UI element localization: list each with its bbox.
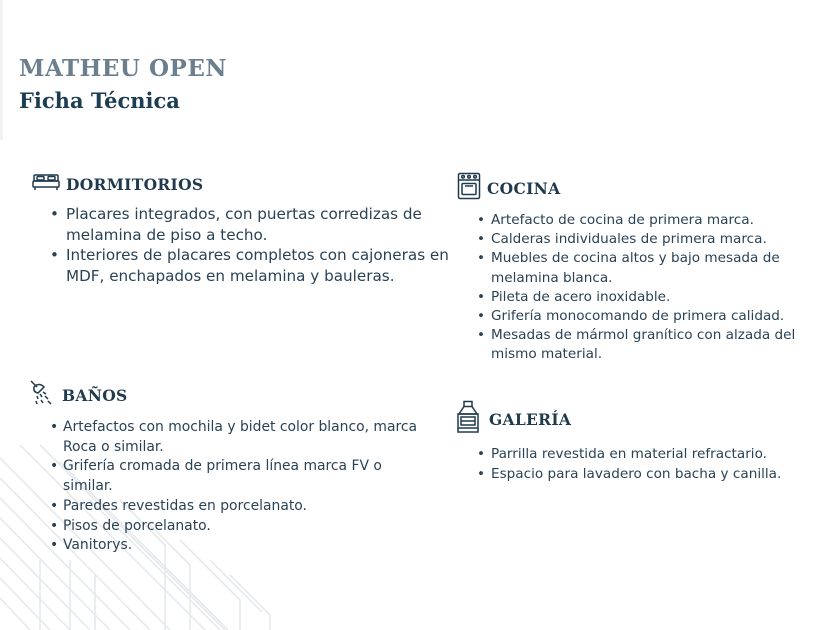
page-title: Ficha Técnica — [19, 88, 180, 113]
list-item: • Vanitorys. — [50, 536, 428, 556]
bed-icon — [32, 172, 60, 196]
section-cocina — [457, 172, 829, 365]
section-header — [455, 400, 827, 438]
list-item: • Calderas individuales de primera marca. — [477, 230, 829, 249]
section-header — [32, 172, 452, 196]
grill-icon — [455, 400, 481, 438]
stove-icon — [457, 172, 481, 204]
section-banos — [28, 378, 428, 556]
list-item: • Mesadas de mármol granítico con alzada del mismo material. — [477, 326, 829, 364]
section-title: DORMITORIOS — [66, 174, 204, 194]
section-title: COCINA — [487, 178, 561, 198]
feature-list — [50, 418, 428, 556]
feature-list — [477, 211, 829, 365]
section-dormitorios — [32, 172, 452, 286]
list-item: • Interiores de placares completos con cajoneras en MDF, enchapados en melamina y bauleras. — [50, 245, 452, 286]
brand-title: MATHEU OPEN — [19, 55, 227, 82]
list-item: • Espacio para lavadero con bacha y canilla. — [477, 464, 827, 484]
list-item: • Artefacto de cocina de primera marca. — [477, 211, 829, 230]
shower-icon — [28, 378, 56, 412]
list-item: • Grifería monocomando de primera calidad. — [477, 307, 829, 326]
section-header — [457, 172, 829, 204]
list-item: • Artefactos con mochila y bidet color blanco, marca Roca o similar. — [50, 418, 428, 457]
section-title: GALERÍA — [489, 409, 572, 429]
section-header — [28, 378, 428, 412]
list-item: • Pisos de porcelanato. — [50, 517, 428, 537]
list-item: • Muebles de cocina altos y bajo mesada de melamina blanca. — [477, 249, 829, 287]
list-item: • Paredes revestidas en porcelanato. — [50, 497, 428, 517]
list-item: • Placares integrados, con puertas corredizas de melamina de piso a techo. — [50, 204, 452, 245]
section-title: BAÑOS — [62, 385, 128, 405]
list-item: • Grifería cromada de primera línea marca FV o similar. — [50, 457, 428, 496]
list-item: • Pileta de acero inoxidable. — [477, 288, 829, 307]
section-galeria — [455, 400, 827, 484]
feature-list — [50, 204, 452, 286]
feature-list — [477, 444, 827, 484]
list-item: • Parrilla revestida en material refractario. — [477, 444, 827, 464]
